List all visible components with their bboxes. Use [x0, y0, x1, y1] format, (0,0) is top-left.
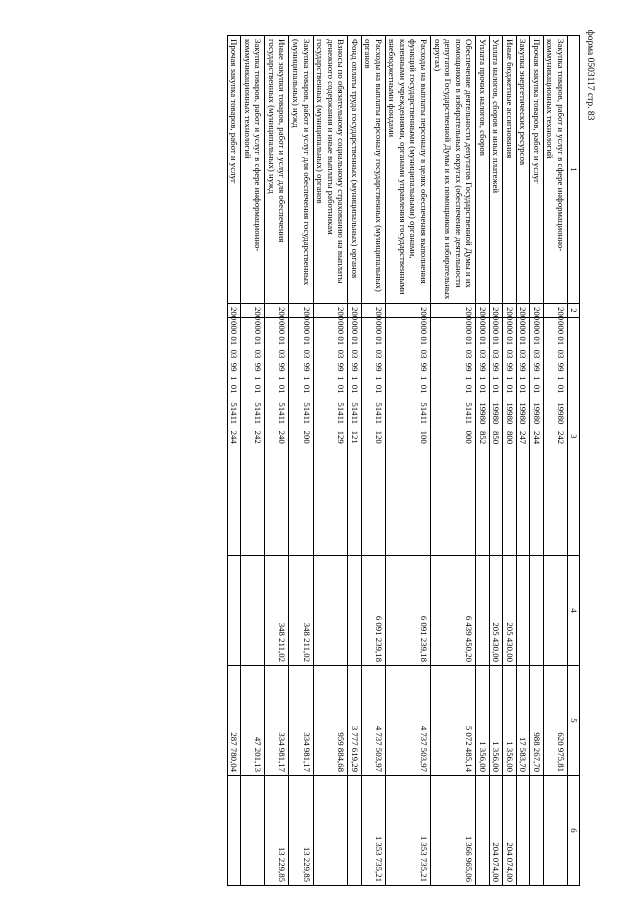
row-name: Уплата налогов, сборов и иных платежей: [489, 36, 503, 304]
row-classification-code: 000 01 03 99 1 01 19980 850: [489, 318, 503, 556]
row-name: Расходы на выплаты персоналу в целях обеспечения выполнения функций государственными (муниципальными) органами, казенными учреждениями, органами управления государственными внебюджетными фондами: [385, 36, 430, 304]
table-row: [516, 36, 530, 886]
row-executed-amount: 287 780,04: [227, 666, 241, 776]
table-row: [227, 36, 241, 886]
row-line-code: 200: [241, 304, 265, 318]
row-approved-amount: 348 211,02: [265, 556, 289, 666]
column-header: 1: [568, 36, 580, 304]
row-line-code: 200: [289, 304, 313, 318]
row-classification-code: 000 01 03 99 1 01 19980 800: [503, 318, 517, 556]
column-header: 4: [568, 556, 580, 666]
row-classification-code: 000 01 03 99 1 01 19980 852: [476, 318, 490, 556]
table-row: [241, 36, 265, 886]
row-classification-code: 000 01 03 99 1 01 19980 244: [530, 318, 544, 556]
row-unexecuted-amount: [227, 776, 241, 886]
row-approved-amount: [530, 556, 544, 666]
row-approved-amount: [227, 556, 241, 666]
table-row: [489, 36, 503, 886]
rotated-table-container: [50, 35, 580, 885]
row-approved-amount: [241, 556, 265, 666]
row-classification-code: 000 01 03 99 1 01 51411 200: [289, 318, 313, 556]
row-line-code: 200: [227, 304, 241, 318]
table-row: [476, 36, 490, 886]
table-row: [265, 36, 289, 886]
row-name: Прочая закупка товаров, работ и услуг: [530, 36, 544, 304]
row-unexecuted-amount: 1 353 735,21: [361, 776, 385, 886]
row-unexecuted-amount: [530, 776, 544, 886]
row-executed-amount: 17 583,70: [516, 666, 530, 776]
row-name: Иные бюджетные ассигнования: [503, 36, 517, 304]
row-line-code: 200: [530, 304, 544, 318]
row-approved-amount: [313, 556, 348, 666]
row-line-code: 200: [430, 304, 475, 318]
row-approved-amount: 348 211,02: [289, 556, 313, 666]
row-line-code: 200: [476, 304, 490, 318]
row-line-code: 200: [361, 304, 385, 318]
row-approved-amount: [348, 556, 362, 666]
row-unexecuted-amount: [241, 776, 265, 886]
row-approved-amount: 205 430,00: [503, 556, 517, 666]
table-row: [385, 36, 430, 886]
row-classification-code: 000 01 03 99 1 01 51411 000: [430, 318, 475, 556]
row-name: Закупка товаров, работ и услуг в сфере информационно-коммуникационных технологий: [241, 36, 265, 304]
row-approved-amount: 6 091 239,18: [361, 556, 385, 666]
row-classification-code: 000 01 03 99 1 01 51411 121: [348, 318, 362, 556]
row-line-code: 200: [543, 304, 567, 318]
row-classification-code: 000 01 03 99 1 01 51411 242: [241, 318, 265, 556]
row-classification-code: 000 01 03 99 1 01 51411 240: [265, 318, 289, 556]
table-row: [348, 36, 362, 886]
row-unexecuted-amount: [313, 776, 348, 886]
row-name: Обеспечение деятельности депутатов Государственной Думы и их помощников в избирательных округах (обеспечение деятельности депутатов Государственной Думы и их помощников в избирательных округах): [430, 36, 475, 304]
row-executed-amount: 334 981,17: [265, 666, 289, 776]
row-unexecuted-amount: [476, 776, 490, 886]
column-header: 6: [568, 776, 580, 886]
column-number-row: [568, 36, 580, 886]
row-name: Взносы по обязательному социальному страхованию на выплаты денежного содержания и иные выплаты работникам государственных (муниципальных) органов: [313, 36, 348, 304]
row-line-code: 200: [385, 304, 430, 318]
row-name: Прочая закупка товаров, работ и услуг: [227, 36, 241, 304]
form-label: [580, 10, 600, 140]
row-executed-amount: 1 356,00: [489, 666, 503, 776]
row-classification-code: 000 01 03 99 1 01 51411 120: [361, 318, 385, 556]
row-executed-amount: 620 975,81: [543, 666, 567, 776]
row-classification-code: 000 01 03 99 1 01 51411 129: [313, 318, 348, 556]
row-unexecuted-amount: 204 074,00: [489, 776, 503, 886]
row-line-code: 200: [489, 304, 503, 318]
row-approved-amount: [543, 556, 567, 666]
row-unexecuted-amount: [348, 776, 362, 886]
row-executed-amount: 5 072 485,14: [430, 666, 475, 776]
row-name: Фонд оплаты труда государственных (муниципальных) органов: [348, 36, 362, 304]
row-approved-amount: [516, 556, 530, 666]
table-row: [430, 36, 475, 886]
table-row: [503, 36, 517, 886]
form-label-text: форма 0503117 стр. 83: [585, 29, 595, 121]
row-approved-amount: 205 430,00: [489, 556, 503, 666]
row-name: Расходы на выплаты персоналу государственных (муниципальных) органов: [361, 36, 385, 304]
report-table-body: [227, 36, 579, 886]
row-line-code: 200: [265, 304, 289, 318]
row-name: Закупка товаров, работ и услуг для обеспечения государственных (муниципальных) нужд: [289, 36, 313, 304]
row-unexecuted-amount: 13 229,85: [289, 776, 313, 886]
row-executed-amount: 4 737 503,97: [361, 666, 385, 776]
row-unexecuted-amount: [516, 776, 530, 886]
table-row: [530, 36, 544, 886]
row-name: Иные закупки товаров, работ и услуг для обеспечения государственных (муниципальных) нужд: [265, 36, 289, 304]
row-line-code: 200: [313, 304, 348, 318]
row-executed-amount: 959 884,68: [313, 666, 348, 776]
row-approved-amount: 6 439 450,20: [430, 556, 475, 666]
row-classification-code: 000 01 03 99 1 01 51411 100: [385, 318, 430, 556]
row-classification-code: 000 01 03 99 1 01 19980 247: [516, 318, 530, 556]
table-row: [361, 36, 385, 886]
column-header: 2: [568, 304, 580, 318]
row-approved-amount: 6 091 239,18: [385, 556, 430, 666]
table-row: [543, 36, 567, 886]
row-name: Закупка энергетических ресурсов: [516, 36, 530, 304]
row-executed-amount: 47 201,13: [241, 666, 265, 776]
row-unexecuted-amount: [543, 776, 567, 886]
column-header: 3: [568, 318, 580, 556]
row-name: Закупка товаров, работ и услуг в сфере информационно-коммуникационных технологий: [543, 36, 567, 304]
row-line-code: 200: [503, 304, 517, 318]
row-executed-amount: 988 267,70: [530, 666, 544, 776]
row-executed-amount: 4 737 503,97: [385, 666, 430, 776]
row-executed-amount: 3 777 619,29: [348, 666, 362, 776]
row-executed-amount: 1 356,00: [476, 666, 490, 776]
report-table: [227, 35, 580, 886]
row-classification-code: 000 01 03 99 1 01 19980 242: [543, 318, 567, 556]
row-classification-code: 000 01 03 99 1 01 51411 244: [227, 318, 241, 556]
row-unexecuted-amount: 1 366 965,06: [430, 776, 475, 886]
column-header: 5: [568, 666, 580, 776]
row-executed-amount: 1 356,00: [503, 666, 517, 776]
row-unexecuted-amount: 1 353 735,21: [385, 776, 430, 886]
row-unexecuted-amount: 13 229,85: [265, 776, 289, 886]
row-approved-amount: [476, 556, 490, 666]
table-row: [313, 36, 348, 886]
row-name: Уплата прочих налогов, сборов: [476, 36, 490, 304]
row-executed-amount: 334 981,17: [289, 666, 313, 776]
row-line-code: 200: [516, 304, 530, 318]
table-row: [289, 36, 313, 886]
row-unexecuted-amount: 204 074,00: [503, 776, 517, 886]
row-line-code: 200: [348, 304, 362, 318]
